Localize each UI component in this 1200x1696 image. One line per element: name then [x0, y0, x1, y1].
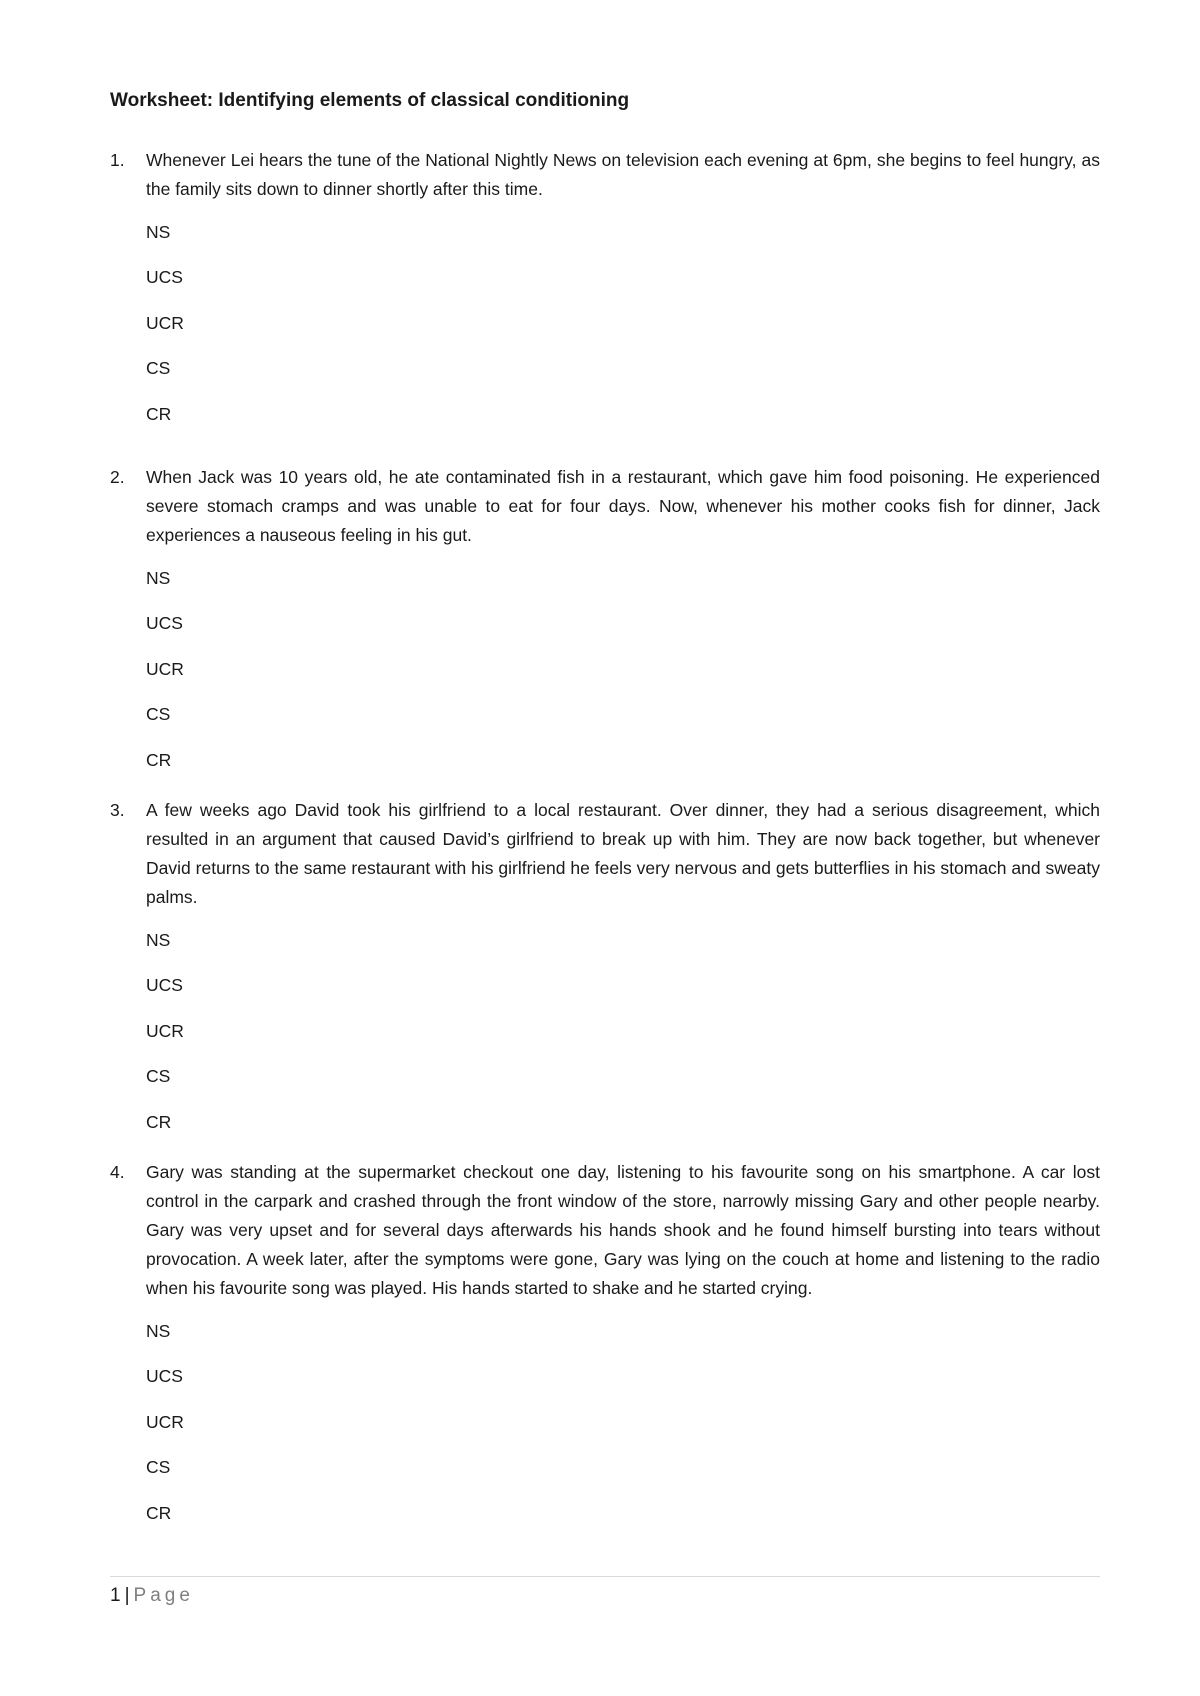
- label-cr: CR: [146, 1111, 172, 1132]
- label-ucs: UCS: [146, 267, 183, 288]
- question-4: [110, 1158, 1100, 1547]
- page-footer: [110, 1584, 194, 1608]
- label-ucs: UCS: [146, 1366, 183, 1387]
- question-number: 4.: [110, 1162, 125, 1182]
- label-ucr: UCR: [146, 1020, 184, 1041]
- label-cs: CS: [146, 1457, 171, 1478]
- question-number: 1.: [110, 150, 125, 170]
- question-text: A few weeks ago David took his girlfriend to a local restaurant. Over dinner, they had a serious disagreement, which resulted in an argument that caused David’s girlfriend to break up with him. They are now back together, but whenever David returns to the same restaurant with his girlfriend he feels very nervous and gets butterflies in his stomach and sweaty palms.: [146, 800, 1100, 907]
- label-cr: CR: [146, 403, 172, 424]
- answer-labels: [146, 929, 1100, 1156]
- label-cr: CR: [146, 749, 172, 770]
- question-text: Gary was standing at the supermarket checkout one day, listening to his favourite song on his smartphone. A car lost control in the carpark and crashed through the front window of the store, narrowly missing Gary and other people nearby. Gary was very upset and for several days afterwards his hands shook and he found himself bursting into tears without provocation. A week later, after the symptoms were gone, Gary was lying on the couch at home and listening to the radio when his favourite song was played. His hands started to shake and he started crying.: [146, 1162, 1100, 1298]
- worksheet-title: Worksheet: Identifying elements of classical conditioning: [110, 90, 630, 111]
- answer-labels: [146, 221, 1100, 448]
- question-3: [110, 796, 1100, 1156]
- footer-divider: [110, 1576, 1100, 1577]
- label-cs: CS: [146, 358, 171, 379]
- label-cs: CS: [146, 1066, 171, 1087]
- label-ns: NS: [146, 1321, 171, 1341]
- footer-separator: |: [124, 1585, 130, 1606]
- question-text: Whenever Lei hears the tune of the National Nightly News on television each evening at 6pm, she begins to feel hungry, as the family sits down to dinner shortly after this time.: [146, 150, 1100, 199]
- answer-labels: [146, 1320, 1100, 1547]
- question-1: [110, 146, 1100, 448]
- label-ucs: UCS: [146, 613, 183, 634]
- question-number: 3.: [110, 800, 125, 820]
- label-ucr: UCR: [146, 658, 184, 679]
- page-number: 1: [110, 1585, 121, 1606]
- label-ns: NS: [146, 222, 171, 242]
- label-ucr: UCR: [146, 312, 184, 333]
- label-cr: CR: [146, 1502, 172, 1523]
- answer-labels: [146, 567, 1100, 794]
- page-word: Page: [133, 1585, 194, 1606]
- label-ns: NS: [146, 930, 171, 950]
- question-number: 2.: [110, 467, 125, 487]
- question-text: When Jack was 10 years old, he ate contaminated fish in a restaurant, which gave him food poisoning. He experienced severe stomach cramps and was unable to eat for four days. Now, whenever his mother cooks fish for dinner, Jack experiences a nauseous feeling in his gut.: [146, 467, 1100, 545]
- label-cs: CS: [146, 704, 171, 725]
- label-ns: NS: [146, 568, 171, 588]
- question-2: [110, 463, 1100, 794]
- label-ucs: UCS: [146, 975, 183, 996]
- label-ucr: UCR: [146, 1411, 184, 1432]
